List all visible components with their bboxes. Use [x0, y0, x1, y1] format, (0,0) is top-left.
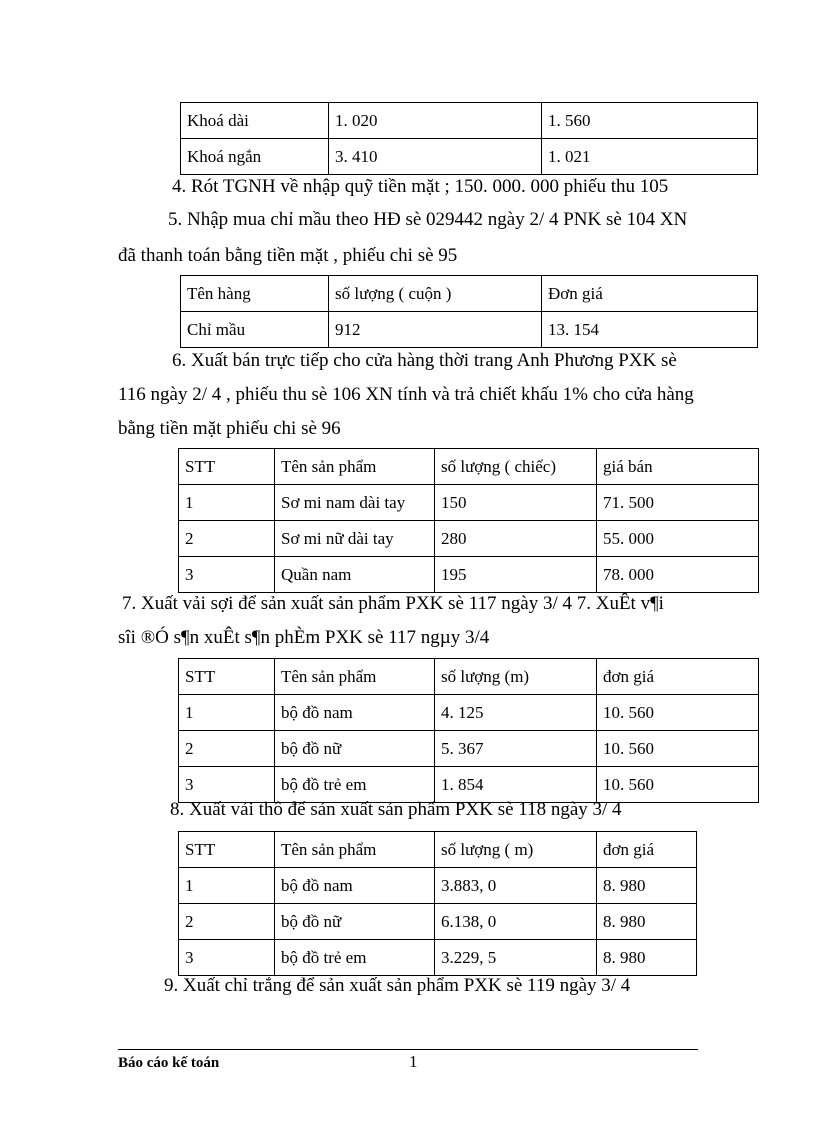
table-row	[179, 557, 759, 593]
column-header: số lượng ( chiếc)	[435, 449, 597, 485]
table-row	[179, 904, 697, 940]
table-row	[181, 312, 758, 348]
paragraph-5-line-1: 5. Nhập mua chỉ mầu theo HĐ sè 029442 ngày 2/ 4 PNK sè 104 XN	[168, 209, 688, 230]
column-header: đơn giá	[597, 832, 697, 868]
table-cell: bộ đồ nam	[275, 868, 435, 904]
column-header: Đơn giá	[542, 276, 758, 312]
table-cell: 8. 980	[597, 904, 697, 940]
column-header: STT	[179, 449, 275, 485]
table-cell: 2	[179, 904, 275, 940]
table-cell: bộ đồ nữ	[275, 731, 435, 767]
table-cell: Chỉ mầu	[181, 312, 329, 348]
table-cell: 2	[179, 521, 275, 557]
table-cell: 4. 125	[435, 695, 597, 731]
table-cell: bộ đồ nam	[275, 695, 435, 731]
table-cell: 3	[179, 767, 275, 803]
table-cell: 3.229, 5	[435, 940, 597, 976]
table-header-row	[179, 659, 759, 695]
table-cell: 3	[179, 940, 275, 976]
paragraph-6-line-3: bằng tiền mặt phiếu chi sè 96	[118, 418, 341, 439]
column-header: số lượng ( m)	[435, 832, 597, 868]
table-row	[179, 695, 759, 731]
table-cell: 3.883, 0	[435, 868, 597, 904]
paragraph-7-line-2: sîi ®Ó s¶n xuÊt s¶n phÈm PXK sè 117 ngµy 3/4	[118, 627, 490, 648]
column-header: STT	[179, 832, 275, 868]
column-header: STT	[179, 659, 275, 695]
table-cell: bộ đồ trẻ em	[275, 940, 435, 976]
table-row	[179, 521, 759, 557]
table-cell: 8. 980	[597, 868, 697, 904]
table-cell: bộ đồ nữ	[275, 904, 435, 940]
table-cell: 10. 560	[597, 695, 759, 731]
footer-divider	[118, 1049, 698, 1050]
table-cell: 1	[179, 868, 275, 904]
table-cell: 71. 500	[597, 485, 759, 521]
column-header: Tên hàng	[181, 276, 329, 312]
table-cell: Khoá dài	[181, 103, 329, 139]
table-row	[181, 139, 758, 175]
table-row	[179, 940, 697, 976]
table-cell: Khoá ngắn	[181, 139, 329, 175]
table-cell: 8. 980	[597, 940, 697, 976]
table-vai-soi	[178, 658, 759, 803]
table-cell: 3	[179, 557, 275, 593]
table-header-row	[179, 832, 697, 868]
table-cell: 78. 000	[597, 557, 759, 593]
page-number: 1	[409, 1052, 418, 1071]
paragraph-5-line-2: đã thanh toán bằng tiền mặt , phiếu chi sè 95	[118, 245, 458, 266]
table-cell: 3. 410	[329, 139, 542, 175]
table-cell: 1. 560	[542, 103, 758, 139]
paragraph-9: 9. Xuất chỉ trắng để sản xuất sản phẩm PXK sè 119 ngày 3/ 4	[164, 975, 631, 996]
table-cell: 13. 154	[542, 312, 758, 348]
table-cell: 55. 000	[597, 521, 759, 557]
table-cell: 912	[329, 312, 542, 348]
table-chi-mau	[180, 275, 758, 348]
paragraph-8: 8. Xuất vải thô để sản xuất sản phẩm PXK sè 118 ngày 3/ 4	[170, 799, 622, 820]
table-cell: 150	[435, 485, 597, 521]
paragraph-7-line-1: 7. Xuất vải sợi để sản xuất sản phẩm PXK sè 117 ngày 3/ 4 7. XuÊt v¶i	[122, 593, 664, 614]
table-cell: 1	[179, 695, 275, 731]
column-header: số lượng ( cuộn )	[329, 276, 542, 312]
footer-title: Báo cáo kế toán	[118, 1055, 220, 1071]
table-row	[179, 868, 697, 904]
column-header: số lượng (m)	[435, 659, 597, 695]
table-cell: bộ đồ trẻ em	[275, 767, 435, 803]
table-cell: 1. 021	[542, 139, 758, 175]
table-cell: 5. 367	[435, 731, 597, 767]
table-header-row	[181, 276, 758, 312]
column-header: Tên sản phẩm	[275, 659, 435, 695]
table-row	[181, 103, 758, 139]
table-cell: 6.138, 0	[435, 904, 597, 940]
table-cell: 1	[179, 485, 275, 521]
table-cell: Sơ mi nữ dài tay	[275, 521, 435, 557]
table-row	[179, 767, 759, 803]
table-cell: Sơ mi nam dài tay	[275, 485, 435, 521]
table-row	[179, 485, 759, 521]
column-header: đơn giá	[597, 659, 759, 695]
column-header: Tên sản phẩm	[275, 832, 435, 868]
table-vai-tho	[178, 831, 697, 976]
column-header: giá bán	[597, 449, 759, 485]
table-cell: 10. 560	[597, 767, 759, 803]
table-header-row	[179, 449, 759, 485]
table-cell: 2	[179, 731, 275, 767]
table-cell: 1. 020	[329, 103, 542, 139]
table-row	[179, 731, 759, 767]
table-san-pham-ban	[178, 448, 759, 593]
paragraph-6-line-2: 116 ngày 2/ 4 , phiếu thu sè 106 XN tính và trả chiết khấu 1% cho cửa hàng	[118, 384, 694, 405]
paragraph-6-line-1: 6. Xuất bán trực tiếp cho cửa hàng thời trang Anh Phương PXK sè	[172, 350, 677, 371]
table-cell: 10. 560	[597, 731, 759, 767]
table-cell: 1. 854	[435, 767, 597, 803]
table-cell: 280	[435, 521, 597, 557]
table-cell: Quần nam	[275, 557, 435, 593]
paragraph-4: 4. Rót TGNH về nhập quỹ tiền mặt ; 150. 000. 000 phiếu thu 105	[172, 176, 669, 197]
table-cell: 195	[435, 557, 597, 593]
table-khoa	[180, 102, 758, 175]
column-header: Tên sản phẩm	[275, 449, 435, 485]
